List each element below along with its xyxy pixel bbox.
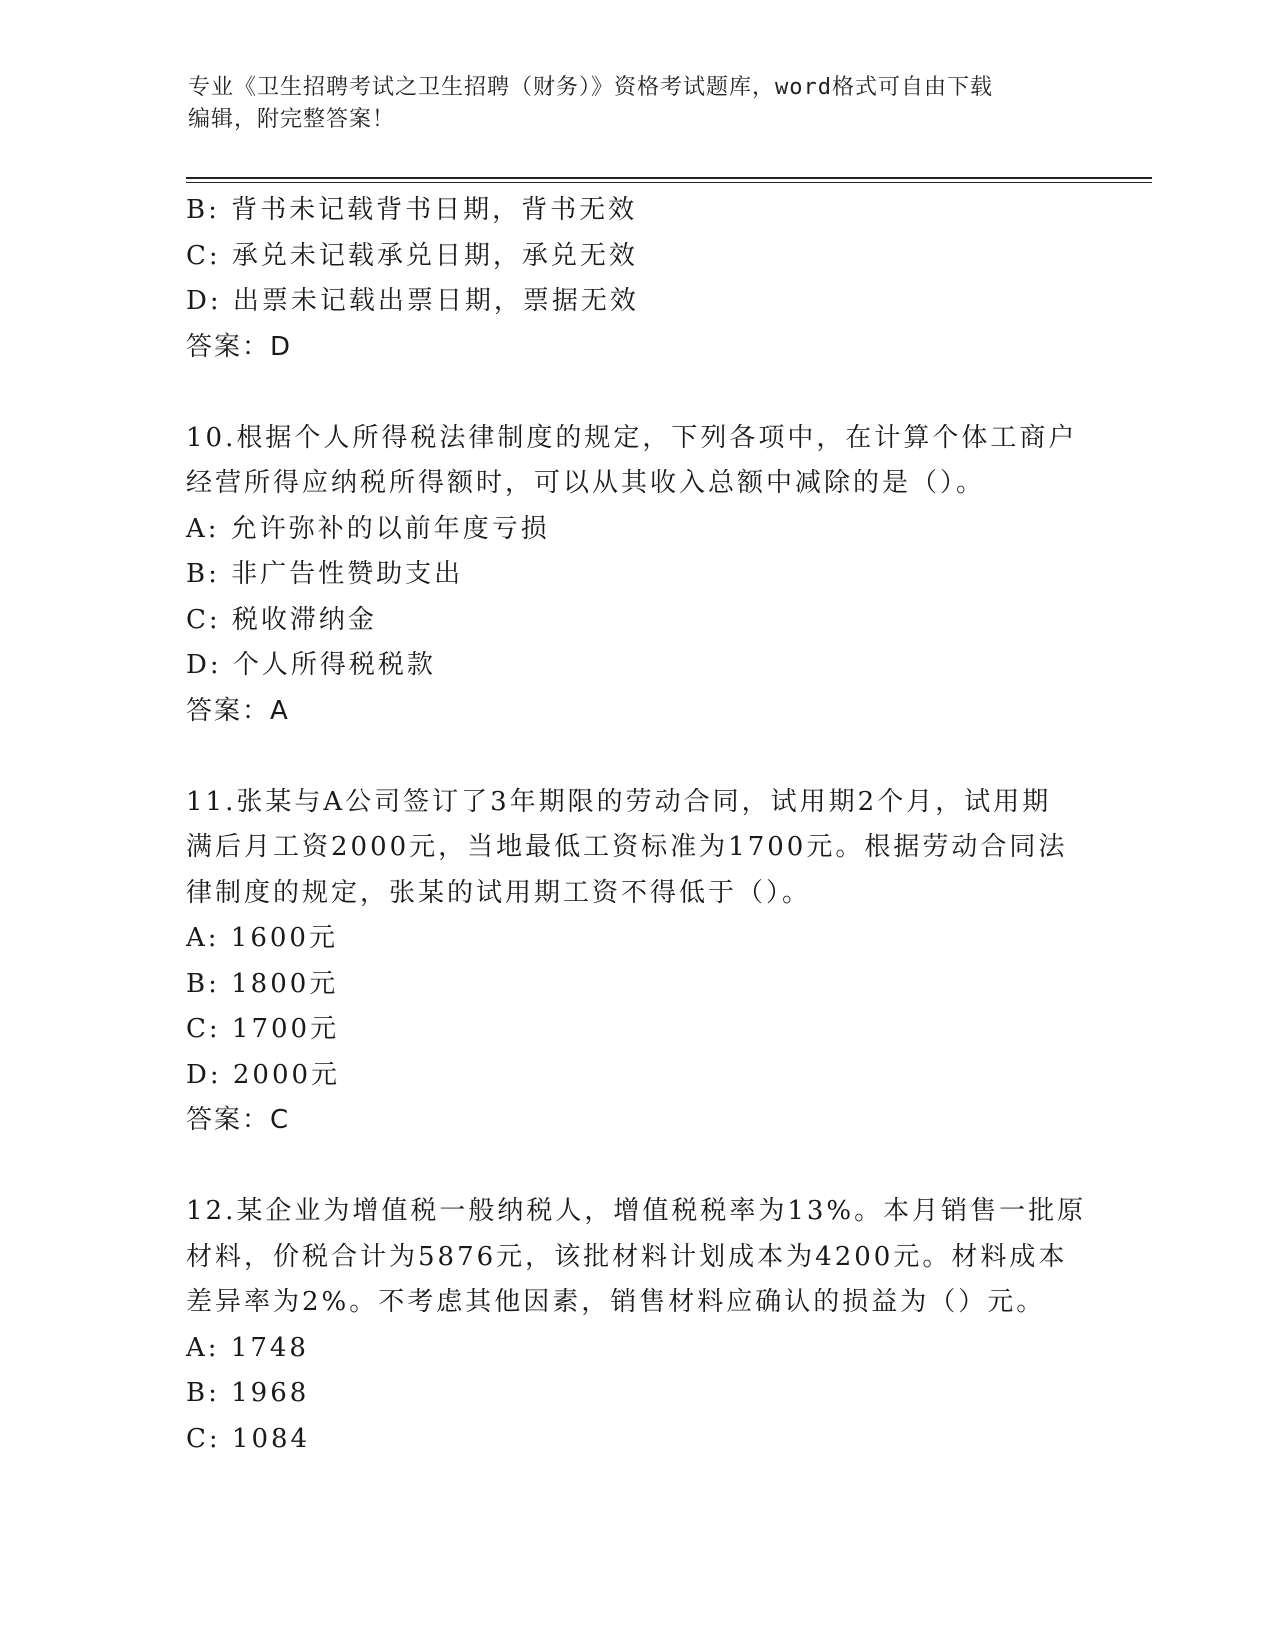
question-stem-line: 10.根据个人所得税法律制度的规定，下列各项中，在计算个体工商户	[186, 422, 1078, 453]
option-d: D: 2000元	[186, 1059, 341, 1090]
question-stem-line: 材料，价税合计为5876元，该批材料计划成本为4200元。材料成本	[186, 1241, 1068, 1272]
question-block-11	[186, 780, 1086, 1144]
option-c: C: 1700元	[186, 1014, 340, 1044]
option-b: B: 1800元	[186, 968, 339, 999]
answer-line: 答案：A	[186, 695, 290, 726]
option-d: D: 个人所得税税款	[186, 650, 436, 680]
option-a: A: 1748	[186, 1332, 309, 1363]
option-b: B: 1968	[186, 1378, 310, 1408]
option-b: B: 背书未记载背书日期，背书无效	[186, 195, 638, 225]
answer-line: 答案：C	[186, 1105, 291, 1135]
question-stem-line: 11.张某与A公司签订了3年期限的劳动合同，试用期2个月，试用期	[186, 786, 1052, 817]
document-header	[188, 72, 1068, 136]
question-stem-line: 差异率为2%。不考虑其他因素，销售材料应确认的损益为（）元。	[186, 1287, 1046, 1317]
header-divider-thick	[186, 177, 1152, 179]
question-block-9-partial	[186, 188, 1086, 370]
document-body	[186, 188, 1086, 1462]
answer-line: 答案：D	[186, 331, 293, 362]
question-block-12	[186, 1189, 1086, 1462]
option-c: C: 承兑未记载承兑日期，承兑无效	[186, 240, 638, 271]
question-stem-line: 12.某企业为增值税一般纳税人，增值税税率为13%。本月销售一批原	[186, 1196, 1087, 1226]
header-title-line-2: 编辑，附完整答案！	[188, 107, 396, 132]
question-block-10	[186, 416, 1086, 735]
option-c: C: 1084	[186, 1423, 311, 1454]
option-a: A: 允许弥补的以前年度亏损	[186, 513, 550, 544]
question-stem-line: 满后月工资2000元，当地最低工资标准为1700元。根据劳动合同法	[186, 832, 1068, 862]
header-title-line-1: 专业《卫生招聘考试之卫生招聘（财务）》资格考试题库，word格式可自由下载	[188, 75, 993, 100]
header-divider-thin	[186, 182, 1152, 183]
option-d: D: 出票未记载出票日期，票据无效	[186, 286, 639, 316]
question-stem-line: 律制度的规定，张某的试用期工资不得低于（）。	[186, 877, 812, 908]
option-a: A: 1600元	[186, 923, 338, 953]
question-stem-line: 经营所得应纳税所得额时，可以从其收入总额中减除的是（）。	[186, 468, 986, 498]
option-b: B: 非广告性赞助支出	[186, 559, 464, 589]
option-c: C: 税收滞纳金	[186, 604, 377, 635]
